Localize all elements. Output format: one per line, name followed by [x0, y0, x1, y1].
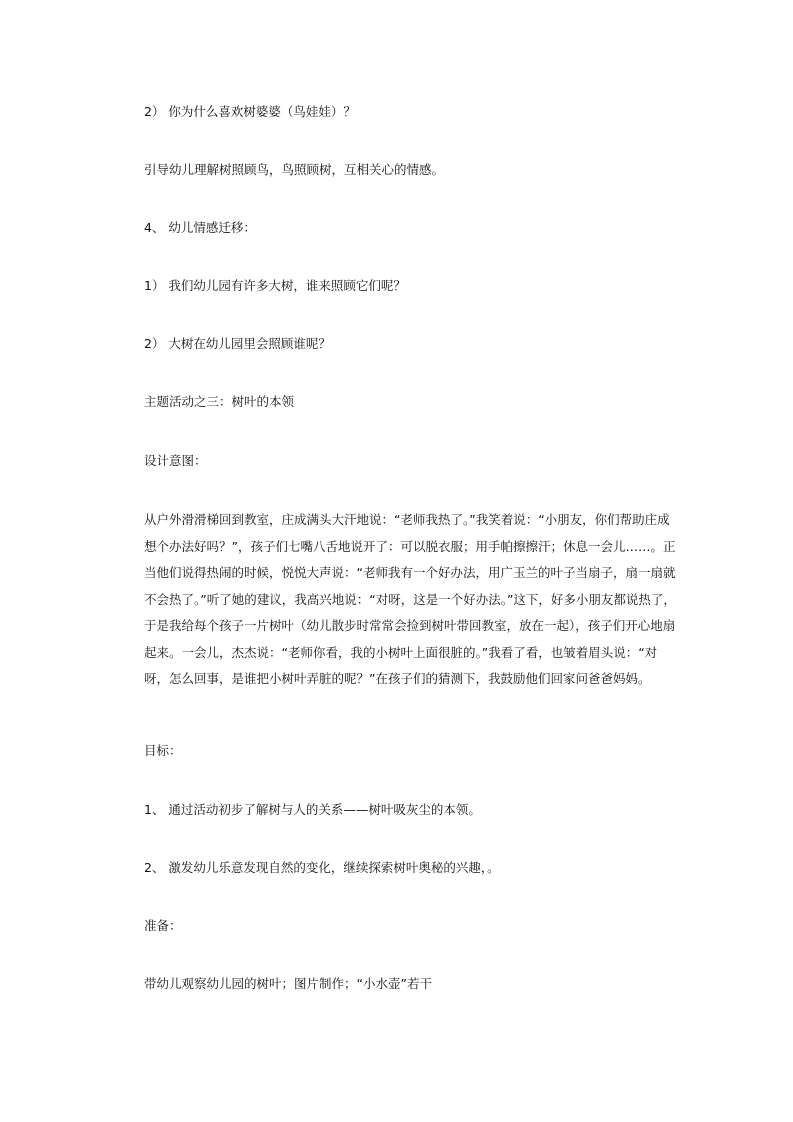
goal-2: 2、 激发幼儿乐意发现自然的变化，继续探索树叶奥秘的兴趣，。	[144, 860, 500, 875]
activity-title: 主题活动之三：树叶的本领	[144, 394, 295, 409]
goal-1: 1、 通过活动初步了解树与人的关系——树叶吸灰尘的本领。	[144, 802, 481, 817]
preparation-line: 带幼儿观察幼儿园的树叶；图片制作；“小水壶”若干	[144, 976, 432, 991]
design-intent-label: 设计意图：	[144, 453, 207, 468]
goals-label: 目标：	[144, 743, 182, 758]
step-4-heading: 4、 幼儿情感迁移：	[144, 220, 256, 235]
story-paragraph	[144, 507, 676, 693]
story-paragraph-text: 从户外滑滑梯回到教室，庄成满头大汗地说：“老师我热了。”我笑着说：“小朋友，你们帮助庄成想个办法好吗？”，孩子们七嘴八舌地说开了：可以脱衣服；用手帕擦擦汗；休息一会儿……。正当他们说得热闹的时候，悦悦大声说：“老师我有一个好办法，用广玉兰的叶子当扇子，扇一扇就不会热了。”听了她的建议，我高兴地说：“对呀，这是一个好办法。”这下，好多小朋友都说热了，于是我给每个孩子一片树叶（幼儿散步时常常会捡到树叶带回教室，放在一起），孩子们开心地扇起来。一会儿，杰杰说：“老师你看，我的小树叶上面很脏的。”我看了看，也皱着眉头说：“对呀，怎么回事，是谁把小树叶弄脏的呢？”在孩子们的猜测下，我鼓励他们回家问爸爸妈妈。	[144, 512, 676, 686]
guide-understanding-line: 引导幼儿理解树照顾鸟，鸟照顾树，互相关心的情感。	[144, 162, 445, 177]
question-why-like-tree: 2） 你为什么喜欢树婆婆（鸟娃娃）？	[144, 104, 356, 119]
question-who-cares-trees: 1） 我们幼儿园有许多大树，谁来照顾它们呢？	[144, 278, 406, 293]
question-who-tree-cares: 2） 大树在幼儿园里会照顾谁呢？	[144, 336, 331, 351]
preparation-label: 准备：	[144, 918, 182, 933]
